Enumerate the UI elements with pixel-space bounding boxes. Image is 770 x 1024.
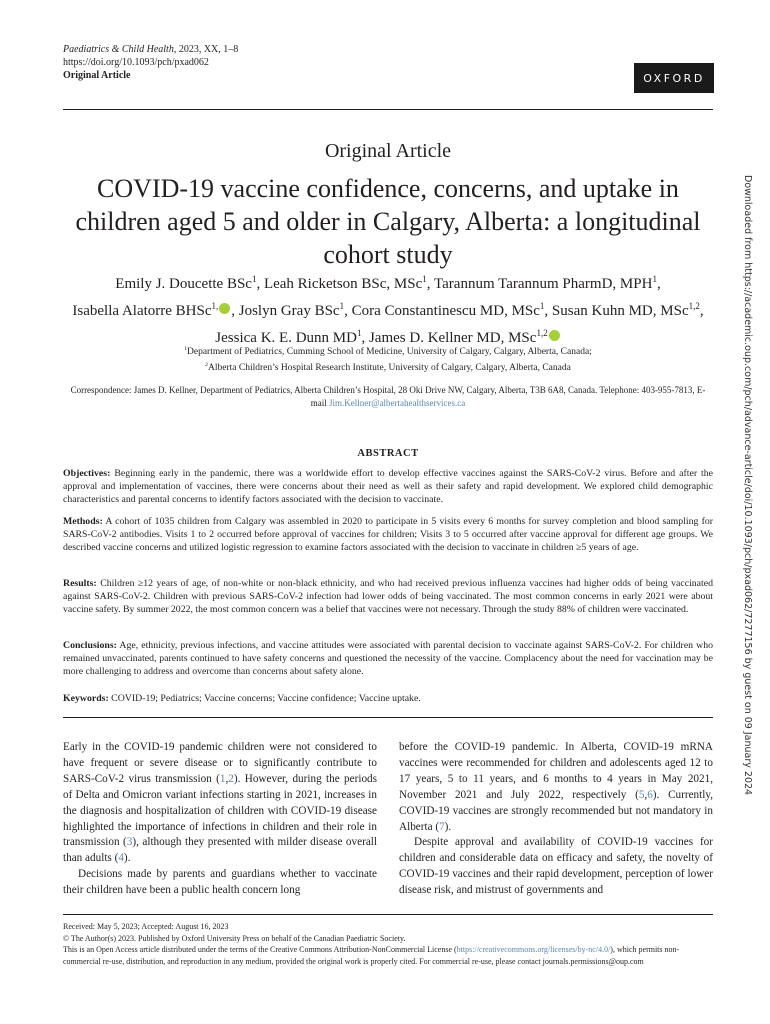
- body-paragraph: Despite approval and availability of COVID-19 vaccines for children and considerable data on efficacy and safety, the novelty of COVID-19 vaccines and their rapid development, perception of lower disease risk, and mistrust of governments and: [399, 836, 713, 897]
- author-affil: 1: [539, 301, 545, 311]
- affiliations: [63, 343, 713, 375]
- correspondence-text: Correspondence: James D. Kellner, Department of Pediatrics, Alberta Children’s Hospital, 28 Oki Drive NW, Calgary, Alberta, T3B 6A8, Canada. Telephone: 403-955-7813, E-mail: [70, 385, 706, 408]
- author-affil: 1: [652, 274, 657, 284]
- article-title: [63, 172, 713, 271]
- author-name[interactable]: Joslyn Gray BSc: [238, 303, 340, 319]
- author-affil: 1: [339, 301, 345, 311]
- journal-volume: , 2023, XX, 1–8: [173, 44, 239, 55]
- keywords: [63, 693, 713, 704]
- reference-link[interactable]: 1: [219, 772, 226, 785]
- methods-text: A cohort of 1035 children from Calgary was assembled in 2020 to participate in 5 visits every 6 months for survey completion and blood sampling for SARS-CoV-2 antibodies. Visits 1 to 2 occurred before approval of vaccines for children; Visits 3 to 5 occurred after vaccine approval for different age groups. We described vaccine concerns and utilized logistic regression to examine factors associated with the decision to vaccinate in children ≥5 years of age.: [63, 516, 713, 554]
- body-paragraph: Early in the COVID-19 pandemic children were not considered to have frequent or severe disease or to significantly contribute to SARS-CoV-2 virus transmission (1,2). However, during the periods of Delta and Omicron variant infections starting in 2021, increases in the diagnosis and hospitalization of children with COVID-19 disease highlighted the importance of infections in children and their role in transmission (3), although they presented with milder disease overall than adults (4).: [63, 741, 377, 865]
- author-affil: 1: [356, 328, 362, 338]
- reference-link[interactable]: 3: [126, 836, 133, 849]
- objectives-label: Objectives:: [63, 468, 111, 479]
- title-line: cohort study: [323, 240, 453, 269]
- reference-link[interactable]: 7: [439, 820, 445, 833]
- keywords-label: Keywords:: [63, 693, 109, 704]
- footer-divider: [63, 914, 713, 915]
- article-type-heading: Original Article: [324, 140, 452, 162]
- affiliation: $^2$Alberta Children’s Hospital Research Institute, University of Calgary, Calgary, Alberta, Canada: [205, 362, 571, 374]
- author-affil: 1: [422, 274, 427, 284]
- abstract-conclusions: [63, 639, 713, 679]
- body-paragraph: before the COVID-19 pandemic. In Alberta, COVID-19 mRNA vaccines were recommended for children and adolescents aged 12 to 17 years, 5 to 11 years, and 6 months to 4 years in May 2021, November 2021 and July 2022, respectively (5,6). Currently, COVID-19 vaccines are strongly recommended but not mandatory in Alberta (7).: [399, 741, 714, 833]
- orcid-icon[interactable]: [549, 330, 560, 341]
- download-watermark: [741, 175, 753, 796]
- correspondence: [63, 384, 713, 410]
- conclusions-text: Age, ethnicity, previous infections, and vaccine attitudes were associated with parental decision to vaccinate against SARS-CoV-2. For children who remained unvaccinated, parents continued to have safety concerns and questioned the necessity of the vaccine. Complacency about the need for vaccination may be more challenging to address and overcome than concerns about safety alone.: [63, 640, 713, 678]
- header-divider: [63, 109, 713, 110]
- title-line: children aged 5 and older in Calgary, Alberta: a longitudinal: [75, 207, 701, 236]
- reference-link[interactable]: 6: [647, 788, 653, 801]
- author-name[interactable]: Tarannum Tarannum PharmD, MPH: [434, 276, 653, 292]
- results-label: Results:: [63, 578, 97, 589]
- reference-link[interactable]: 4: [118, 852, 124, 865]
- author-name[interactable]: Leah Ricketson BSc, MSc: [263, 276, 423, 292]
- abstract-results: [63, 577, 713, 617]
- abstract-divider: [63, 717, 713, 718]
- copyright: © The Author(s) 2023. Published by Oxford University Press on behalf of the Canadian Paediatric Society.: [63, 933, 406, 943]
- body-column-right: [399, 740, 713, 899]
- affiliation: $^1$Department of Pediatrics, Cumming School of Medicine, University of Calgary, Calgary, Alberta, Canada;: [184, 346, 592, 358]
- doi-link[interactable]: https://doi.org/10.1093/pch/pxad062: [63, 57, 209, 68]
- body-paragraph: Decisions made by parents and guardians whether to vaccinate their children have been a public health concern long: [63, 868, 377, 897]
- body-column-left: [63, 740, 377, 899]
- author-name[interactable]: Isabella Alatorre BHSc: [72, 303, 212, 319]
- author-affil: 1,2: [688, 301, 700, 311]
- results-text: Children ≥12 years of age, of non-white or non-black ethnicity, and who had received previous influenza vaccines had higher odds of being vaccinated against SARS-CoV-2. Children with previous SARS-CoV-2 infection had lower odds of being vaccinated. The most common concerns in early 2021 were about vaccine safety. By summer 2022, the most common concern was a belief that vaccines were not necessary. Through the study 88% of children were vaccinated.: [63, 578, 714, 616]
- article-type-label: Original Article: [63, 70, 131, 81]
- journal-title: Paediatrics & Child Health: [63, 44, 174, 55]
- methods-label: Methods:: [63, 516, 103, 527]
- author-name[interactable]: Cora Constantinescu MD, MSc: [351, 303, 540, 319]
- author-list: Emily J. Doucette BSc$^1$, Leah Ricketson BSc, MSc$^1$, Tarannum Tarannum PharmD, MPH$^1$, Isabella Alatorre BHSc$^{1,}$ , Joslyn Gray BSc$^1$, Cora Constantinescu MD, MSc$^1$, Susan Kuhn MD, MSc$^{1,2}$, Jessica K. E. Dunn $MD^1$, James D. Kellner MD, MSc$^{1,2}$: [72, 274, 704, 346]
- download-note: Downloaded from https://academic.oup.com/pch/advance-article/doi/10.1093/pch/pxad062/7277156 by guest on 09 January 2024: [742, 175, 753, 796]
- author-affil: 1,2: [536, 328, 548, 338]
- author-name[interactable]: Jessica K. E. Dunn MD: [215, 330, 357, 346]
- journal-citation: [63, 43, 238, 56]
- abstract-methods: [63, 515, 713, 555]
- license-link[interactable]: https://creativecommons.org/licenses/by-nc/4.0/: [456, 945, 611, 954]
- title-line: COVID-19 vaccine confidence, concerns, and uptake in: [97, 174, 679, 203]
- reference-link[interactable]: 2: [228, 772, 234, 785]
- conclusions-label: Conclusions:: [63, 640, 117, 651]
- license-text: This is an Open Access article distributed under the terms of the Creative Commons Attribution-NonCommercial License (https://creativecommons.org/licenses/by-nc/4.0/), which permits non-commercial re-use, distribution, and reproduction in any medium, provided the original work is properly cited. For commercial re-use, please contact journals.permissions@oup.com: [63, 945, 680, 966]
- email-link[interactable]: Jim.Kellner@albertahealthservices.ca: [329, 398, 466, 408]
- keywords-text: COVID-19; Pediatrics; Vaccine concerns; Vaccine confidence; Vaccine uptake.: [111, 693, 421, 704]
- journal-meta: [63, 43, 238, 82]
- author-name[interactable]: James D. Kellner MD, MSc: [368, 330, 537, 346]
- oxford-logo: OXFORD: [634, 63, 714, 93]
- reference-link[interactable]: 5: [638, 788, 645, 801]
- footer: [63, 921, 713, 967]
- author-affil: 1,: [211, 301, 219, 311]
- author-name[interactable]: Emily J. Doucette BSc: [115, 276, 252, 292]
- abstract-objectives: [63, 467, 713, 507]
- abstract-heading: ABSTRACT: [357, 448, 419, 459]
- received-dates: Received: May 5, 2023; Accepted: August 16, 2023: [63, 922, 229, 931]
- orcid-icon[interactable]: [219, 303, 230, 314]
- objectives-text: Beginning early in the pandemic, there was a worldwide effort to develop effective vaccines against the SARS-CoV-2 virus. Before and after the approval and implementation of vaccines, there were concerns about their need as well as their safety and rapid development. We explored child demographic characteristics and parental concerns to identify factors associated with the decision to vaccinate.: [63, 468, 714, 506]
- author-affil: 1: [251, 274, 257, 284]
- author-name[interactable]: Susan Kuhn MD, MSc: [551, 303, 689, 319]
